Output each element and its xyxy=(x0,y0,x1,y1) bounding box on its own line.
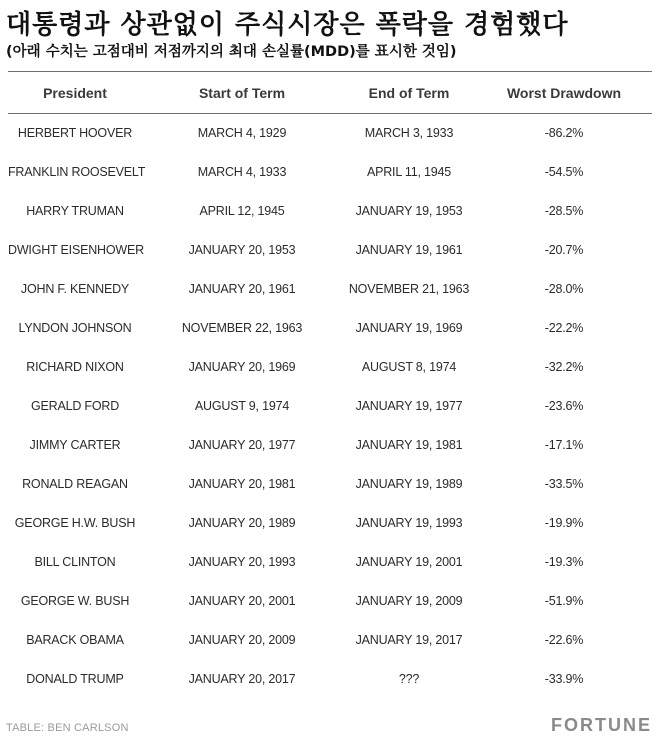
start-of-term-cell: JANUARY 20, 1953 xyxy=(188,242,296,257)
worst-drawdown-cell: -28.5% xyxy=(544,203,584,218)
start-of-term-cell: JANUARY 20, 2001 xyxy=(188,593,296,608)
start-of-term-cell: JANUARY 20, 1989 xyxy=(188,515,296,530)
end-of-term-cell: JANUARY 19, 1977 xyxy=(355,398,463,413)
start-of-term-cell: AUGUST 9, 1974 xyxy=(194,398,290,413)
start-of-term-cell: JANUARY 20, 1961 xyxy=(188,281,296,296)
end-of-term-cell: JANUARY 19, 1969 xyxy=(355,320,463,335)
worst-drawdown-cell: -33.5% xyxy=(544,476,584,491)
end-of-term-cell: JANUARY 19, 1953 xyxy=(355,203,463,218)
president-cell: GEORGE W. BUSH xyxy=(20,593,130,608)
end-of-term-cell: JANUARY 19, 1961 xyxy=(355,242,463,257)
president-cell: RICHARD NIXON xyxy=(26,359,124,374)
president-cell: JOHN F. KENNEDY xyxy=(20,281,130,296)
table-row xyxy=(8,659,652,698)
start-of-term-cell: MARCH 4, 1929 xyxy=(197,125,287,140)
end-of-term-cell: JANUARY 19, 1993 xyxy=(355,515,463,530)
end-of-term-cell: AUGUST 8, 1974 xyxy=(361,359,457,374)
table-row xyxy=(8,464,652,503)
table-row xyxy=(8,620,652,659)
column-header-start-of-term: Start of Term xyxy=(198,84,286,101)
end-of-term-cell: ??? xyxy=(398,671,420,686)
column-header-worst-drawdown: Worst Drawdown xyxy=(506,84,622,101)
end-of-term-cell: JANUARY 19, 2001 xyxy=(355,554,463,569)
table-row xyxy=(8,152,652,191)
president-cell: GEORGE H.W. BUSH xyxy=(14,515,136,530)
end-of-term-cell: JANUARY 19, 1981 xyxy=(355,437,463,452)
president-cell: BILL CLINTON xyxy=(34,554,116,569)
president-cell: HERBERT HOOVER xyxy=(17,125,133,140)
president-cell: DWIGHT EISENHOWER xyxy=(8,242,144,257)
drawdown-table xyxy=(8,72,652,698)
table-row xyxy=(8,269,652,308)
start-of-term-cell: JANUARY 20, 1981 xyxy=(188,476,296,491)
worst-drawdown-cell: -19.3% xyxy=(544,554,584,569)
end-of-term-cell: APRIL 11, 1945 xyxy=(366,164,452,179)
column-header-end-of-term: End of Term xyxy=(368,84,450,101)
table-body xyxy=(8,113,652,698)
start-of-term-cell: JANUARY 20, 1969 xyxy=(188,359,296,374)
table-row xyxy=(8,503,652,542)
worst-drawdown-cell: -23.6% xyxy=(544,398,584,413)
start-of-term-cell: JANUARY 20, 2009 xyxy=(188,632,296,647)
source-credit: TABLE: BEN CARLSON xyxy=(6,722,129,734)
table-row xyxy=(8,581,652,620)
table-row xyxy=(8,308,652,347)
start-of-term-cell: JANUARY 20, 1977 xyxy=(188,437,296,452)
end-of-term-cell: NOVEMBER 21, 1963 xyxy=(348,281,470,296)
start-of-term-cell: MARCH 4, 1933 xyxy=(197,164,287,179)
president-cell: FRANKLIN ROOSEVELT xyxy=(8,164,146,179)
page-title: 대통령과 상관없이 주식시장은 폭락을 경험했다 xyxy=(6,10,569,40)
president-cell: JIMMY CARTER xyxy=(29,437,121,452)
worst-drawdown-cell: -32.2% xyxy=(544,359,584,374)
end-of-term-cell: JANUARY 19, 2009 xyxy=(355,593,463,608)
table-row xyxy=(8,113,652,152)
president-cell: RONALD REAGAN xyxy=(22,476,128,491)
table-row xyxy=(8,542,652,581)
table-header-row xyxy=(8,72,652,113)
start-of-term-cell: JANUARY 20, 2017 xyxy=(188,671,296,686)
table-row xyxy=(8,230,652,269)
worst-drawdown-cell: -17.1% xyxy=(544,437,584,452)
end-of-term-cell: JANUARY 19, 2017 xyxy=(355,632,463,647)
start-of-term-cell: APRIL 12, 1945 xyxy=(199,203,285,218)
start-of-term-cell: JANUARY 20, 1993 xyxy=(188,554,296,569)
worst-drawdown-cell: -22.6% xyxy=(544,632,584,647)
end-of-term-cell: MARCH 3, 1933 xyxy=(364,125,454,140)
table-row xyxy=(8,347,652,386)
worst-drawdown-cell: -20.7% xyxy=(544,242,584,257)
president-cell: HARRY TRUMAN xyxy=(26,203,124,218)
worst-drawdown-cell: -51.9% xyxy=(544,593,584,608)
table-row xyxy=(8,425,652,464)
president-cell: BARACK OBAMA xyxy=(26,632,124,647)
worst-drawdown-cell: -33.9% xyxy=(544,671,584,686)
worst-drawdown-cell: -28.0% xyxy=(544,281,584,296)
worst-drawdown-cell: -19.9% xyxy=(544,515,584,530)
worst-drawdown-cell: -54.5% xyxy=(544,164,584,179)
column-header-president: President xyxy=(43,84,107,101)
start-of-term-cell: NOVEMBER 22, 1963 xyxy=(181,320,303,335)
page-subtitle: (아래 수치는 고점대비 저점까지의 최대 손실률(MDD)를 표시한 것임) xyxy=(6,44,457,60)
end-of-term-cell: JANUARY 19, 1989 xyxy=(355,476,463,491)
worst-drawdown-cell: -86.2% xyxy=(544,125,584,140)
fortune-logo: FORTUNE xyxy=(551,715,652,735)
president-cell: DONALD TRUMP xyxy=(26,671,124,686)
president-cell: LYNDON JOHNSON xyxy=(18,320,132,335)
table-row xyxy=(8,386,652,425)
table-header xyxy=(8,72,652,113)
president-cell: GERALD FORD xyxy=(30,398,120,413)
worst-drawdown-cell: -22.2% xyxy=(544,320,584,335)
table-row xyxy=(8,191,652,230)
